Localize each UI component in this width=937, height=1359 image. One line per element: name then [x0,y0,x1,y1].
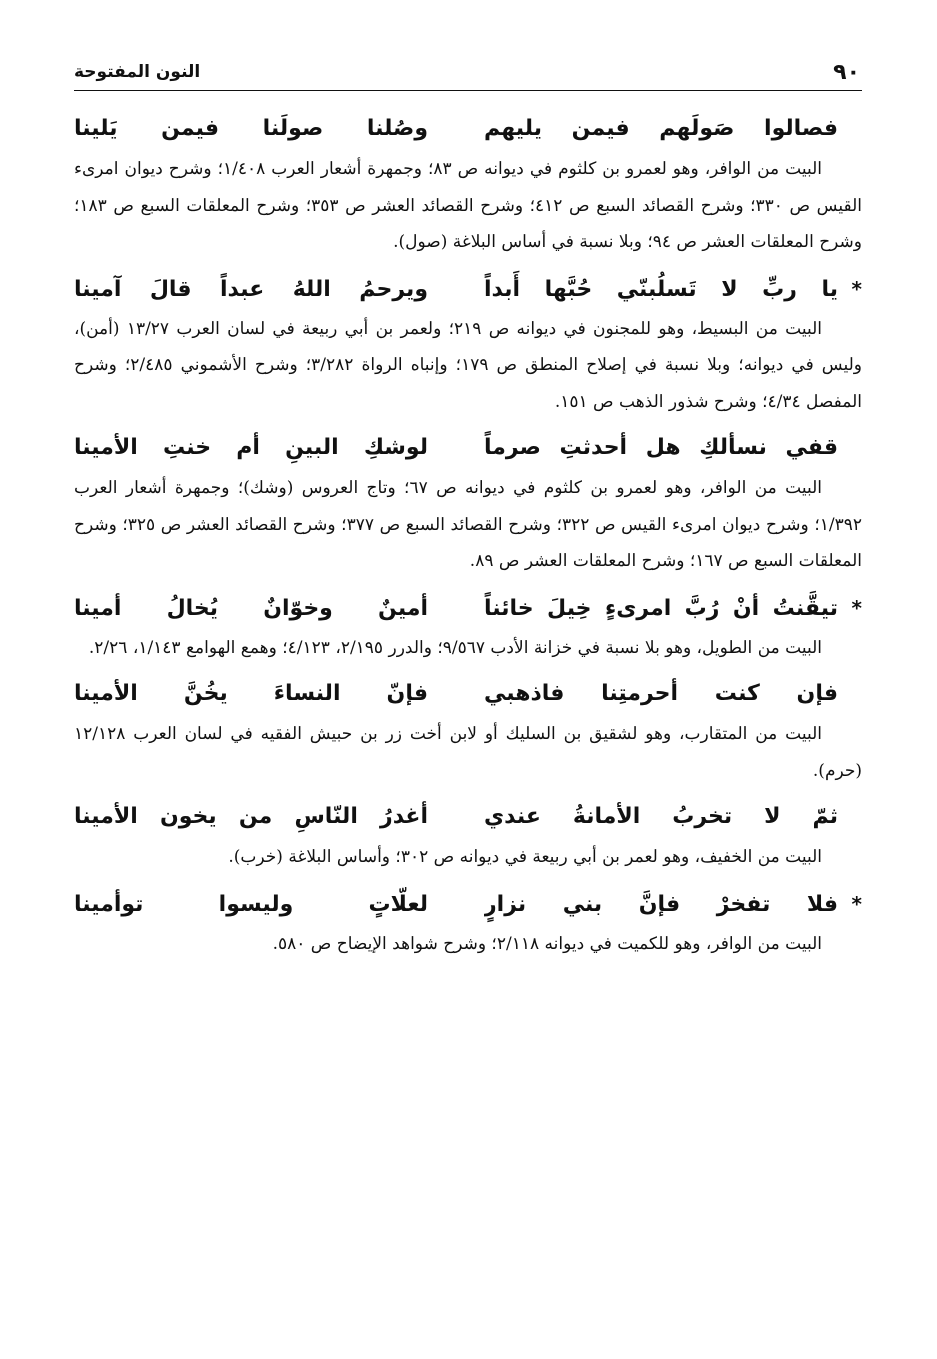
verse-first-hemistich: ثمّ لا تخربُ الأمانةُ عندي [484,804,838,829]
verse-line [74,795,862,839]
verse-entry-2 [74,267,862,421]
verse-entry-5 [74,672,862,789]
star-marker: * [851,276,862,301]
verse-entry-3 [74,426,862,580]
verse-second-hemistich: أغدرُ النّاسِ من يخون الأمينا [74,804,428,829]
star-marker: * [851,595,862,620]
verse-first-hemistich: يا ربِّ لا تَسلُبنّي حُبَّها أَبداً [484,276,838,302]
verse-first-hemistich: فصالوا صَولَهم فيمن يليهم [484,116,838,141]
verse-source-note: البيت من الوافر، وهو لعمرو بن كلثوم في ديوانه ص ٨٣؛ وجمهرة أشعار العرب ١/٤٠٨؛ وشرح ديوان امرىء القيس ص ٣٣٠؛ وشرح القصائد السبع ص ٤١٢؛ وشرح القصائد العشر ص ٣٥٣؛ وشرح المعلقات السبع ص ١٨٣؛ وشرح المعلقات العشر ص ٩٤؛ وبلا نسبة في أساس البلاغة (صول). [74,159,862,252]
star-marker: * [851,891,862,916]
verse-source-note: البيت من الخفيف، وهو لعمر بن أبي ربيعة في ديوانه ص ٣٠٢؛ وأساس البلاغة (خرب). [228,847,822,867]
verse-line [74,426,862,470]
verse-first-hemistich: فإن كنت أحرمتِنا فاذهبي [484,681,838,706]
verse-second-hemistich: أمينٌ وخوّانٌ يُخالُ أمينا [74,595,428,621]
verse-source-note: البيت من المتقارب، وهو لشقيق بن السليك أو لابن أخت زر بن حبيش الفقيه في لسان العرب ١٢/١٢٨ (حرم). [74,724,862,781]
verse-second-hemistich: فإنّ النساءَ يخُنَّ الأمينا [74,681,428,706]
verse-line [74,267,862,311]
verse-line [74,672,862,716]
verse-second-hemistich: ويرحمُ اللهُ عبداً قالَ آمينا [74,276,428,302]
book-page [74,58,862,968]
verse-second-hemistich: لعلّاتٍ وليسوا توأمينا [74,891,428,917]
verse-source-note: البيت من الوافر، وهو لعمرو بن كلثوم في ديوانه ص ٦٧؛ وتاج العروس (وشك)؛ وجمهرة أشعار العرب ١/٣٩٢؛ وشرح ديوان امرىء القيس ص ٣٢٢؛ وشرح القصائد السبع ص ٣٧٧؛ وشرح القصائد العشر ص ٣٢٥؛ وشرح المعلقات السبع ص ١٦٧؛ وشرح المعلقات العشر ص ٨٩. [74,478,862,571]
verse-first-hemistich: تيقَّنتُ أنْ رُبَّ امرىءٍ خِيلَ خائناً [484,595,838,621]
verse-entry-7 [74,882,862,963]
verse-first-hemistich: فلا تفخرْ فإنَّ بني نزارٍ [484,891,838,917]
verse-second-hemistich: وصُلنا صولَنا فيمن يَلينا [74,116,428,141]
verse-entry-1 [74,107,862,261]
verse-source-note: البيت من البسيط، وهو للمجنون في ديوانه ص ٢١٩؛ ولعمر بن أبي ربيعة في لسان العرب ١٣/٢٧ (أمن)، وليس في ديوانه؛ وبلا نسبة في إصلاح المنطق ص ١٧٩؛ وإنباه الرواة ٣/٢٨٢؛ وشرح الأشموني ٢/٤٨٥؛ وشرح المفصل ٤/٣٤؛ وشرح شذور الذهب ص ١٥١. [74,318,862,412]
verse-entry-4 [74,586,862,667]
verse-source-note: البيت من الوافر، وهو للكميت في ديوانه ٢/١١٨؛ وشرح شواهد الإيضاح ص ٥٨٠. [272,933,822,954]
verse-first-hemistich: قفي نسألكِ هل أحدثتِ صرماً [484,435,838,460]
verse-entry-6 [74,795,862,876]
verse-line [74,586,862,630]
running-title: النون المفتوحة [74,62,210,82]
page-header [74,58,862,91]
verse-line [74,107,862,151]
verse-second-hemistich: لوشكِ البينِ أم خنتِ الأمينا [74,435,428,460]
verse-source-note: البيت من الطويل، وهو بلا نسبة في خزانة الأدب ٩/٥٦٧؛ والدرر ٢/١٩٥، ٤/١٢٣؛ وهمع الهوامع ١/١٤٣، ٢/٢٦. [88,637,822,658]
page-number: ٩٠ [823,60,860,85]
verse-line [74,882,862,926]
